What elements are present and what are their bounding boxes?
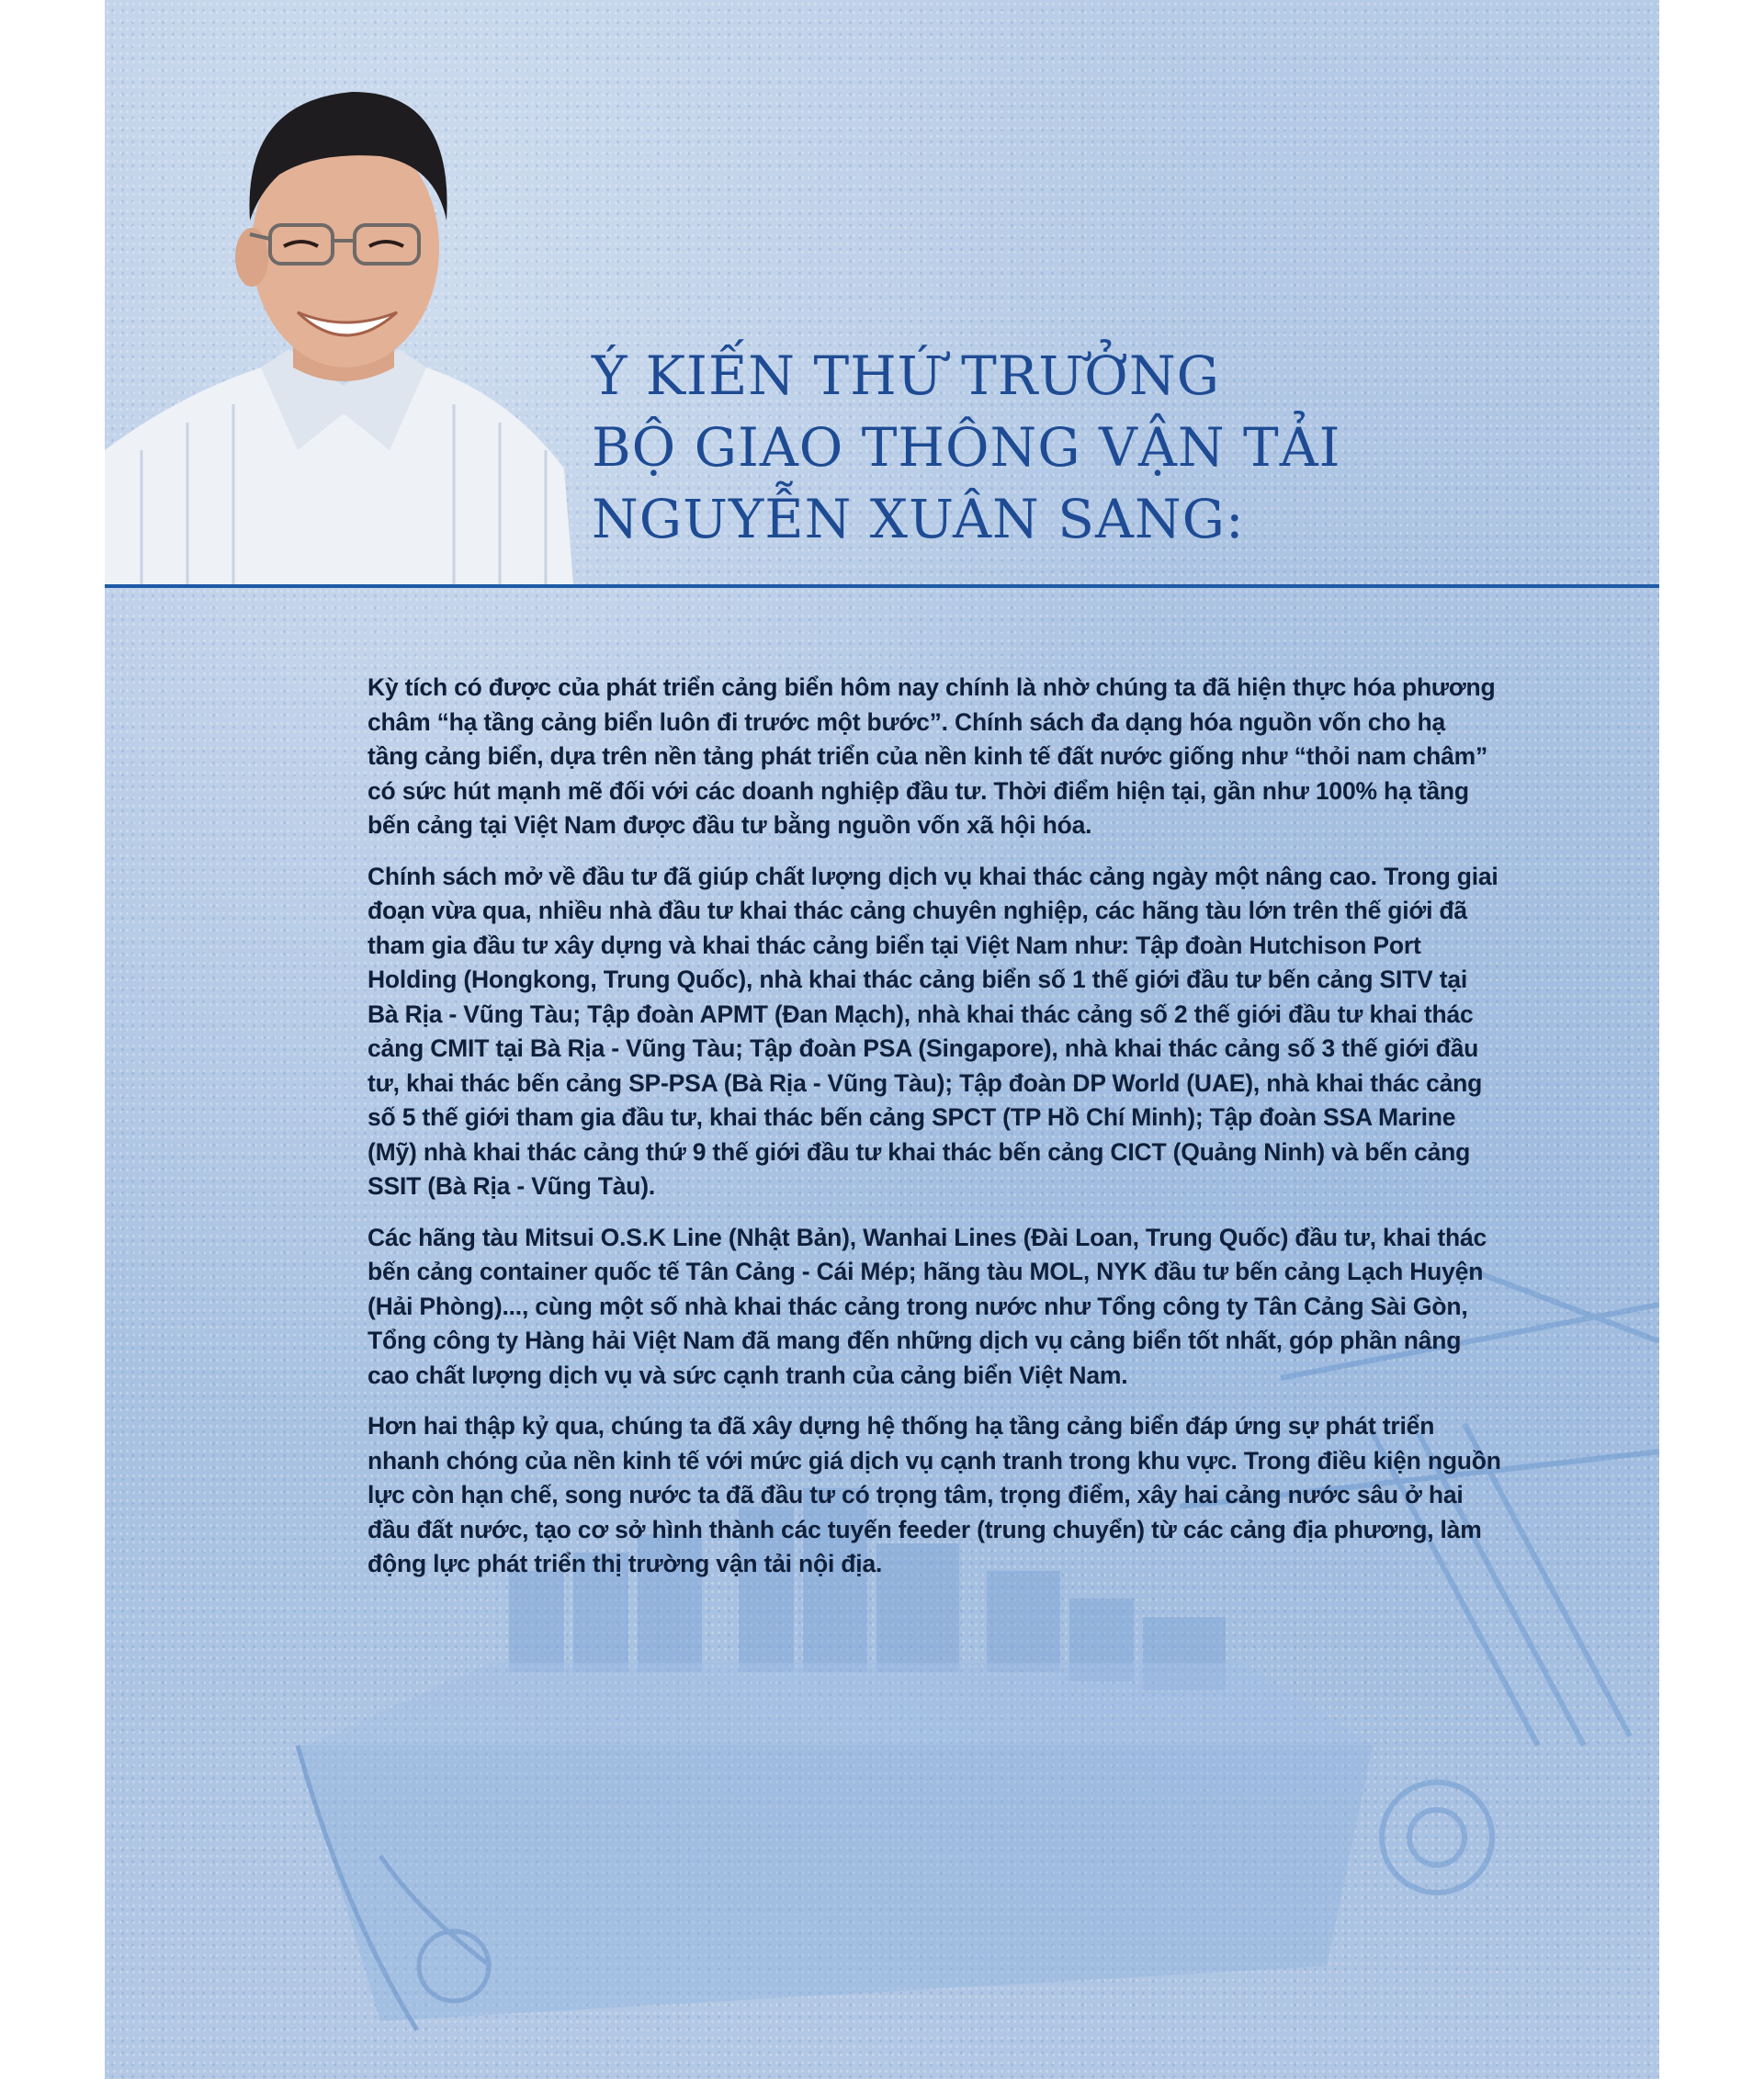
body-paragraph: Các hãng tàu Mitsui O.S.K Line (Nhật Bản), Wanhai Lines (Đài Loan, Trung Quốc) đầu tư, khai thác bến cảng container quốc tế Tân Cảng - Cái Mép; hãng tàu MOL, NYK đầu tư bến cảng Lạch Huyện (Hải Phòng)..., cùng một số nhà khai thác cảng trong nước như Tổng công ty Tân Cảng Sài Gòn, Tổng công ty Hàng hải Việt Nam đã mang đến những dịch vụ cảng biển tốt nhất, góp phần nâng cao chất lượng dịch vụ và sức cạnh tranh của cảng biển Việt Nam. (368, 1223, 1487, 1389)
body-paragraph: Chính sách mở về đầu tư đã giúp chất lượng dịch vụ khai thác cảng ngày một nâng cao. Trong giai đoạn vừa qua, nhiều nhà đầu tư khai thác cảng chuyên nghiệp, các hãng tàu lớn trên thế giới đã tham gia đầu tư xây dựng và khai thác cảng biển tại Việt Nam như: Tập đoàn Hutchison Port Holding (Hongkong, Trung Quốc), nhà khai thác cảng biển số 1 thế giới đầu tư bến cảng SITV tại Bà Rịa - Vũng Tàu; Tập đoàn APMT (Đan Mạch), nhà khai thác cảng số 2 thế giới đầu tư khai thác cảng CMIT tại Bà Rịa - Vũng Tàu; Tập đoàn PSA (Singapore), nhà khai thác cảng số 3 thế giới đầu tư, khai thác bến cảng SP-PSA (Bà Rịa - Vũng Tàu); Tập đoàn DP World (UAE), nhà khai thác cảng số 5 thế giới tham gia đầu tư, khai thác bến cảng SPCT (TP Hồ Chí Minh); Tập đoàn SSA Marine (Mỹ) nhà khai thác cảng thứ 9 thế giới đầu tư khai thác bến cảng CICT (Quảng Ninh) và bến cảng SSIT (Bà Rịa - Vũng Tàu). (368, 862, 1498, 1200)
title-line-2: BỘ GIAO THÔNG VẬN TẢI (592, 416, 1341, 479)
portrait-photo (105, 64, 582, 584)
title-line-1: Ý KIẾN THỨ TRƯỞNG (592, 345, 1220, 407)
title-line-3: NGUYỄN XUÂN SANG: (592, 488, 1245, 550)
article-body (368, 671, 1501, 1599)
article-title (592, 340, 1341, 555)
body-paragraph: Kỳ tích có được của phát triển cảng biển hôm nay chính là nhờ chúng ta đã hiện thực hóa phương châm “hạ tầng cảng biển luôn đi trước một bước”. Chính sách đa dạng hóa nguồn vốn cho hạ tầng cảng biển, dựa trên nền tảng phát triển của nền kinh tế đất nước giống như “thỏi nam châm” có sức hút mạnh mẽ đối với các doanh nghiệp đầu tư. Thời điểm hiện tại, gần như 100% hạ tầng bến cảng tại Việt Nam được đầu tư bằng nguồn vốn xã hội hóa. (368, 673, 1496, 839)
title-divider (105, 584, 1659, 588)
body-paragraph: Hơn hai thập kỷ qua, chúng ta đã xây dựng hệ thống hạ tầng cảng biển đáp ứng sự phát triển nhanh chóng của nền kinh tế với mức giá dịch vụ cạnh tranh trong khu vực. Trong điều kiện nguồn lực còn hạn chế, song nước ta đã đầu tư có trọng tâm, trọng điểm, xây hai cảng nước sâu ở hai đầu đất nước, tạo cơ sở hình thành các tuyến feeder (trung chuyển) từ các cảng địa phương, làm động lực phát triển thị trường vận tải nội địa. (368, 1412, 1501, 1577)
magazine-page (105, 0, 1659, 2079)
